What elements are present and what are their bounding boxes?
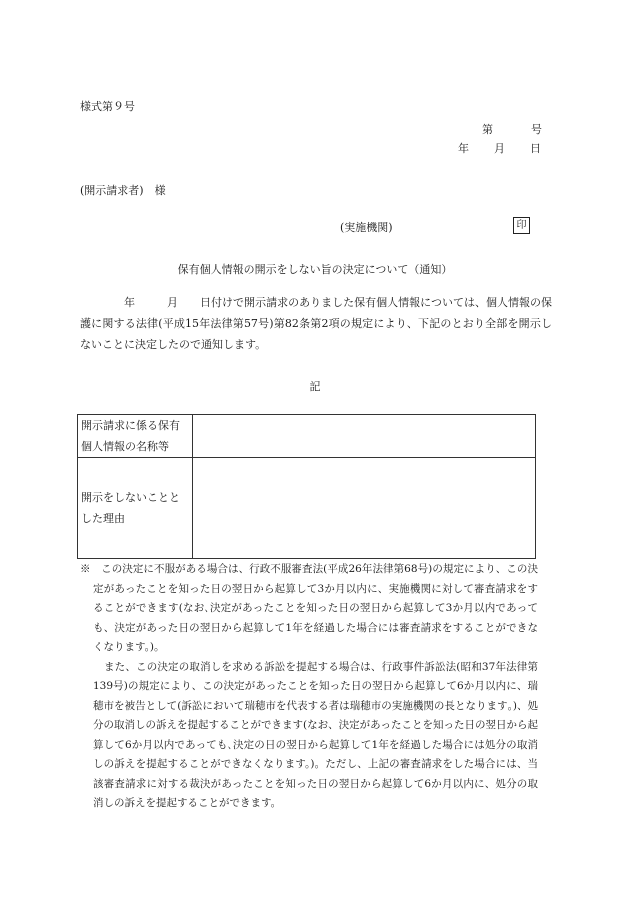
ki-heading: 記 — [309, 380, 321, 393]
document-number-suffix: 号 — [531, 123, 542, 136]
table-row — [78, 415, 536, 458]
document-number — [482, 121, 542, 137]
document-number-prefix: 第 — [482, 123, 493, 136]
row-label-info-name: 開示請求に係る保有個人情報の名称等 — [78, 415, 193, 458]
table-row — [78, 458, 536, 559]
addressee: (開示請求者) 様 — [80, 184, 166, 197]
row-label-reason: 開示をしないこととした理由 — [78, 458, 193, 559]
notice-paragraph-appeal: ※ この決定に不服がある場合は、行政不服審査法(平成26年法律第68号)の規定により、この決定があったことを知った日の翌日から起算して3か月以内に、実施機関に対して審査請求をすることができます(なお､決定があったことを知った日の翌日から起算して3か月以内であっても、決定があった日の翌日から起算して1年を経過した場合には審査請求をすることができなくなります。)。 — [80, 563, 538, 653]
date-year: 年 — [458, 142, 469, 155]
row-value-reason — [193, 458, 536, 559]
form-number: 様式第９号 — [80, 100, 135, 113]
detail-table — [77, 414, 536, 559]
body-year: 年 — [124, 296, 136, 309]
document-title: 保有個人情報の開示をしない旨の決定について（通知） — [177, 263, 453, 276]
seal-mark: 印 — [513, 217, 530, 234]
date-day: 日 — [530, 142, 541, 155]
body-text: 日付けで開示請求のありました保有個人情報については、個人情報の保護に関する法律(平成15年法律第57号)第82条第2項の規定により、下記のとおり全部を開示しないことに決定したので通知します。 — [80, 296, 553, 351]
date-month: 月 — [494, 142, 505, 155]
row-value-info-name — [193, 415, 536, 458]
appeal-notice — [80, 560, 538, 814]
body-paragraph — [80, 292, 552, 355]
notice-paragraph-lawsuit: また、この決定の取消しを求める訴訟を提起する場合は、行政事件訴訟法(昭和37年法律第139号)の規定により、この決定があったことを知った日の翌日から起算して6か月以内に、瑞穂市を被告として(訴訟において瑞穂市を代表する者は瑞穂市の実施機関の長となります｡)、処分の取消しの訴えを提起することができます(なお、決定があったことを知った日の翌日から起算して6か月以内であっても､決定の日の翌日から起算して1年を経過した場合には処分の取消しの訴えを提起することができなくなります。)。ただし、上記の審査請求をした場合には、当該審査請求に対する裁決があったことを知った日の翌日から起算して6か月以内に、処分の取消しの訴えを提起することができます。 — [93, 660, 538, 809]
body-month: 月 — [167, 296, 179, 309]
issuing-agency: (実施機関) — [340, 221, 393, 234]
